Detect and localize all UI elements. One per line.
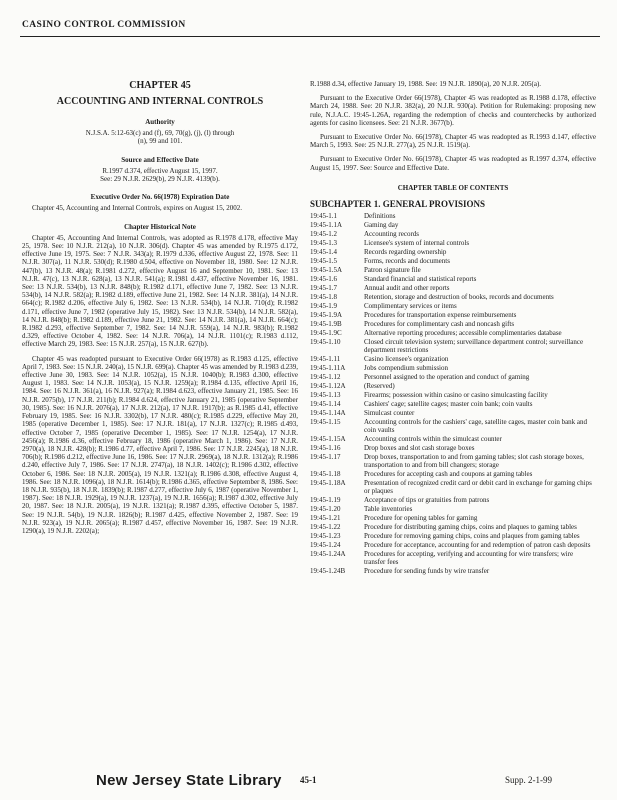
toc-entry-number: 19:45-1.19 (310, 496, 341, 505)
toc-entry-number: 19:45-1.16 (310, 444, 341, 453)
toc-entry-title: Records regarding ownership (364, 248, 447, 257)
toc-list (310, 212, 596, 575)
toc-entry-number: 19:45-1.14 (310, 400, 341, 409)
toc-entry (310, 382, 596, 390)
toc-entry-title: Forms, records and documents (364, 257, 450, 266)
history-para-2: Chapter 45 was readopted pursuant to Executive Order 66(1978) as R.1983 d.125, effective April 7, 1983. See: 15 N.J.R. 240(a), 15 N.J.R. 699(a). Chapter 45 was amended by R.1983 d.239, effective June 30, 1983. See: 14 N.J.R. 1052(a), 15 N.J.R. 1040(b); R.1983 d.300, effective August 1, 1983. See: 14 N.J.R. 1053(a), 15 N.J.R. 1259(a); R.1984 d.135, effective April 16, 1984. See: 16 N.J.R. 361(a), 16 N.J.R. 927(a); R.1984 d.623, effective January 21, 1985. See: 16 N.J.R. 2075(b), 17 N.J.R. 211(b); R.1984 d.624, effective January 21, 1985 (operative September 30, 1985). See: 16 N.J.R. 2076(a), 17 N.J.R. 212(a), 17 N.J.R. 1917(b); as R.1985 d.41, effective February 19, 1985. See: 16 N.J.R. 3302(b), 17 N.J.R. 480(c); R.1985 d.229, effective May 20, 1985 (operative December 1, 1985). See: 17 N.J.R. 181(a), 17 N.J.R. 1327(c); R.1985 d.493, effective October 7, 1985 (operative December 1, 1985). See: 17 N.J.R. 1254(a), 17 N.J.R. 2456(a); R.1986 d.36, effective February 18, 1986 (operative March 1, 1986). See: 17 N.J.R. 2970(a), 18 N.J.R. 428(b); R.1986 d.77, effective April 7, 1986. See: 17 N.J.R. 2245(a), 18 N.J.R. 706(b); R.1986 d.212, effective June 16, 1986. See: 17 N.J.R. 2969(a), 18 N.J.R. 1312(a); R.1986 d.240, effective July 7, 1986. See: 17 N.J.R. 2747(a), 18 N.J.R. 1402(c); R.1986 d.302, effective October 6, 1986. See: 18 N.J.R. 2005(a), 19 N.J.R. 1321(a); R.1986 d.308, effective August 4, 1986. See: 18 N.J.R. 1096(a), 18 N.J.R. 1614(b); R.1986 d.365, effective September 8, 1986. See: 18 N.J.R. 935(b), 18 N.J.R. 1839(b); R.1987 d.277, effective July 6, 1987 (operative November 1, 1987). See: 18 N.J.R. 1929(a), 19 N.J.R. 1237(a), 19 N.J.R. 1656(a); R.1987 d.302, effective July 20, 1987. See: 18 N.J.R. 2005(a), 19 N.J.R. 1321(a); R.1987 d.395, effective October 5, 1987. See: 19 N.J.R. 54(b), 19 N.J.R. 1826(b); R.1987 d.425, effective November 2, 1987. See: 19 N.J.R. 923(a), 19 N.J.R. 2065(a); R.1987 d.457, effective November 16, 1987. See: 19 N.J.R. 1290(a), 19 N.J.R. 2202(a); (22, 354, 298, 535)
toc-entry-title: Procedures for transportation expense reimbursements (364, 311, 517, 320)
history-para-1: Chapter 45, Accounting And Internal Controls, was adopted as R.1978 d.178, effective May 25, 1978. See: 10 N.J.R. 212(a), 10 N.J.R. 306(d). Chapter 45 was amended by R.1975 d.172, effective June 19, 1975. See: 7 N.J.R. 343(a); R.1979 d.336, effective August 22, 1978. See: 11 N.J.R. 307(a), 11 N.J.R. 530(d); R.1980 d.504, effective on November 18, 1980. See: 12 N.J.R. 447(b), 13 N.J.R. 48(a); R.1981 d.272, effective August 16 and September 10, 1981. See: 13 N.J.R. 47(c), 13 N.J.R. 628(a), 13 N.J.R. 541(a); R.1981 d.437, effective November 16, 1981. See: 13 N.J.R. 534(b), 13 N.J.R. 848(b); R.1982 d.171, effective June 7, 1982. See: 13 N.J.R. 534(b), 14 N.J.R. 582(a); R.1982 d.189, effective June 21, 1982. See: 14 N.J.R. 381(a), 14 N.J.R. 664(c); R.1982 d.206, effective July 6, 1982. See: 13 N.J.R. 534(b), 14 N.J.R. 710(d); R.1982 d.171, effective June 7, 1982 (operative July 15, 1982). See: 13 N.J.R. 534(b), 14 N.J.R. 582(a), 14 N.J.R. 848(b); R.1982 d.189, effective June 21, 1982. See: 14 N.J.R. 381(a), 14 N.J.R. 664(c); R.1982 d.293, effective September 7, 1982. See: 14 N.J.R. 559(a), 14 N.J.R. 983(b); R.1982 d.329, effective October 4, 1982. See: 14 N.J.R. 706(a), 14 N.J.R. 1101(c); R.1983 d.112, effective March 29, 1983. See: 15 N.J.R. 257(a), 15 N.J.R. 627(b). (22, 233, 298, 349)
toc-entry-title: Standard financial and statistical reports (364, 275, 477, 284)
source-heading: Source and Effective Date (121, 155, 199, 164)
expiration-heading: Executive Order No. 66(1978) Expiration Date (90, 193, 230, 202)
toc-entry-title: Procedures for accepting, verifying and accounting for wire transfers; wire transfer fees (364, 550, 574, 567)
toc-entry-title: Drop boxes, transportation to and from gaming tables; slot cash storage boxes, transportation to and from bill changers; storage (364, 453, 584, 470)
toc-entry-title: Procedure for acceptance, accounting for and redemption of patron cash deposits (364, 541, 591, 550)
toc-entry (310, 541, 596, 549)
chapter-title: ACCOUNTING AND INTERNAL CONTROLS (56, 96, 264, 107)
toc-entry (310, 470, 596, 478)
toc-entry-number: 19:45-1.20 (310, 505, 341, 514)
toc-entry-title: Cashiers' cage; satellite cages; master coin bank; coin vaults (364, 400, 533, 409)
toc-entry-number: 19:45-1.11A (310, 364, 346, 373)
toc-entry-title: Procedures for accepting cash and coupons at gaming tables (364, 470, 533, 479)
toc-entry-number: 19:45-1.24B (310, 567, 346, 576)
toc-entry (310, 514, 596, 522)
toc-entry-number: 19:45-1.21 (310, 514, 341, 523)
toc-entry (310, 329, 596, 337)
authority-text: N.J.S.A. 5:12-63(c) and (f), 69, 70(g), (j), (l) through (n), 99 and 101. (85, 129, 235, 146)
toc-entry (310, 532, 596, 540)
toc-entry (310, 567, 596, 575)
supplement-date: Supp. 2-1-99 (505, 775, 552, 785)
toc-entry-number: 19:45-1.8 (310, 293, 338, 302)
toc-entry (310, 409, 596, 417)
toc-entry-number: 19:45-1.18A (310, 479, 346, 488)
toc-entry-title: Annual audit and other reports (364, 284, 450, 293)
toc-entry-number: 19:45-1.10 (310, 338, 341, 347)
toc-entry-title: Closed circuit television system; surveillance department control; surveillance department restrictions (364, 338, 584, 355)
toc-entry-number: 19:45-1.5 (310, 257, 338, 266)
history-heading: Chapter Historical Note (124, 222, 196, 231)
toc-entry-number: 19:45-1.9C (310, 329, 342, 338)
toc-entry-title: Presentation of recognized credit card or debit card in exchange for gaming chips or plaques (364, 479, 592, 496)
library-stamp: New Jersey State Library (96, 772, 282, 789)
toc-entry-title: Simulcast counter (364, 409, 415, 418)
toc-entry-title: Accounting controls within the simulcast counter (364, 435, 502, 444)
toc-entry-number: 19:45-1.9 (310, 302, 338, 311)
toc-entry-title: Retention, storage and destruction of books, records and documents (364, 293, 554, 302)
toc-entry (310, 230, 596, 238)
toc-entry-title: (Reserved) (364, 382, 395, 391)
toc-entry (310, 496, 596, 504)
toc-entry-title: Procedure for removing gaming chips, coins and plaques from gaming tables (364, 532, 580, 541)
toc-entry (310, 373, 596, 381)
source-line-1: R.1997 d.374, effective August 15, 1997. (102, 166, 218, 175)
toc-entry-title: Patron signature file (364, 266, 421, 275)
toc-entry-number: 19:45-1.6 (310, 275, 338, 284)
toc-entry-number: 19:45-1.1 (310, 212, 338, 221)
toc-entry-title: Jobs compendium submission (364, 364, 449, 373)
toc-entry-number: 19:45-1.3 (310, 239, 338, 248)
toc-heading: CHAPTER TABLE OF CONTENTS (397, 183, 509, 192)
toc-entry-number: 19:45-1.17 (310, 453, 341, 462)
toc-entry-number: 19:45-1.1A (310, 221, 343, 230)
authority-heading: Authority (145, 118, 175, 126)
toc-entry-title: Procedure for opening tables for gaming (364, 514, 478, 523)
toc-entry-title: Table inventories (364, 505, 413, 514)
toc-entry-number: 19:45-1.24A (310, 550, 346, 559)
note-para-1: R.1988 d.34, effective January 19, 1988. See: 19 N.J.R. 1890(a), 20 N.J.R. 205(a). (310, 80, 542, 88)
toc-entry (310, 212, 596, 220)
note-para-2: Pursuant to the Executive Order 66(1978), Chapter 45 was readopted as R.1988 d.178, effective March 24, 1988. See: 20 N.J.R. 382(a), 20 N.J.R. 930(a). Petition for Rulemaking: proposing new rule, N.J.A.C. 19:45-1.26A, regarding the redemption of checks and counterchecks by authorized agents for casino licensees. See: 21 N.J.R. 3677(b). (310, 94, 596, 127)
toc-entry (310, 364, 596, 372)
header-rule (20, 36, 600, 37)
toc-entry (310, 257, 596, 265)
toc-entry-number: 19:45-1.23 (310, 532, 341, 541)
toc-entry-title: Casino licensee's organization (364, 355, 449, 364)
toc-entry (310, 523, 596, 531)
toc-entry (310, 505, 596, 513)
subchapter-title: SUBCHAPTER 1. GENERAL PROVISIONS (310, 199, 486, 210)
toc-entry-title: Accounting controls for the cashiers' cage, satellite cages, master coin bank and coin vaults (364, 418, 588, 435)
note-para-4: Pursuant to Executive Order No. 66(1978), Chapter 45 was readopted as R.1997 d.374, effective August 15, 1997. See: Source and Effective Date. (310, 155, 596, 172)
toc-entry (310, 293, 596, 301)
toc-entry (310, 391, 596, 399)
note-para-3: Pursuant to Executive Order No. 66(1978), Chapter 45 was readopted as R.1993 d.147, effective March 5, 1993. See: 25 N.J.R. 277(a), 25 N.J.R. 1519(a). (310, 133, 596, 150)
toc-entry (310, 435, 596, 443)
toc-entry (310, 284, 596, 292)
chapter-label: CHAPTER 45 (129, 80, 191, 91)
left-column (22, 76, 298, 541)
toc-entry (310, 239, 596, 247)
toc-entry (310, 302, 596, 310)
toc-entry (310, 453, 596, 469)
toc-entry-title: Procedure for distributing gaming chips, coins and plaques to gaming tables (364, 523, 577, 532)
toc-entry-number: 19:45-1.9A (310, 311, 343, 320)
toc-entry-number: 19:45-1.12A (310, 382, 346, 391)
toc-entry-number: 19:45-1.22 (310, 523, 341, 532)
toc-entry-number: 19:45-1.12 (310, 373, 341, 382)
toc-entry-number: 19:45-1.15 (310, 418, 341, 427)
toc-entry (310, 248, 596, 256)
toc-entry (310, 479, 596, 495)
toc-entry (310, 444, 596, 452)
toc-entry-number: 19:45-1.9B (310, 320, 342, 329)
page-number: 45-1 (300, 775, 317, 785)
toc-entry-number: 19:45-1.14A (310, 409, 346, 418)
toc-entry-title: Alternative reporting procedures; accessible complimentaries database (364, 329, 562, 338)
toc-entry-title: Accounting records (364, 230, 420, 239)
toc-entry-number: 19:45-1.5A (310, 266, 343, 275)
toc-entry-number: 19:45-1.2 (310, 230, 338, 239)
toc-entry-number: 19:45-1.7 (310, 284, 338, 293)
right-column (310, 80, 596, 576)
expiration-text: Chapter 45, Accounting and Internal Controls, expires on August 15, 2002. (32, 204, 242, 213)
toc-entry (310, 311, 596, 319)
toc-entry-number: 19:45-1.4 (310, 248, 338, 257)
toc-entry (310, 221, 596, 229)
toc-entry-title: Drop boxes and slot cash storage boxes (364, 444, 475, 453)
toc-entry-number: 19:45-1.24 (310, 541, 341, 550)
toc-entry (310, 266, 596, 274)
toc-entry-number: 19:45-1.18 (310, 470, 341, 479)
toc-entry-title: Personnel assigned to the operation and conduct of gaming (364, 373, 530, 382)
toc-entry-title: Gaming day (364, 221, 399, 230)
toc-entry (310, 400, 596, 408)
toc-entry (310, 418, 596, 434)
toc-entry-title: Complimentary services or items (364, 302, 457, 311)
toc-entry (310, 550, 596, 566)
toc-entry (310, 355, 596, 363)
toc-entry-number: 19:45-1.15A (310, 435, 346, 444)
toc-entry-title: Firearms; possession within casino or casino simulcasting facility (364, 391, 548, 400)
toc-entry (310, 320, 596, 328)
running-head: CASINO CONTROL COMMISSION (22, 20, 186, 30)
toc-entry-title: Procedures for complimentary cash and noncash gifts (364, 320, 515, 329)
toc-entry-number: 19:45-1.13 (310, 391, 341, 400)
toc-entry (310, 338, 596, 354)
toc-entry (310, 275, 596, 283)
toc-entry-number: 19:45-1.11 (310, 355, 341, 364)
source-line-2: See: 29 N.J.R. 2629(b), 29 N.J.R. 4139(b). (100, 175, 220, 184)
toc-entry-title: Licensee's system of internal controls (364, 239, 470, 248)
toc-entry-title: Acceptance of tips or gratuities from patrons (364, 496, 490, 505)
toc-entry-title: Definitions (364, 212, 396, 221)
toc-entry-title: Procedure for sending funds by wire transfer (364, 567, 490, 576)
